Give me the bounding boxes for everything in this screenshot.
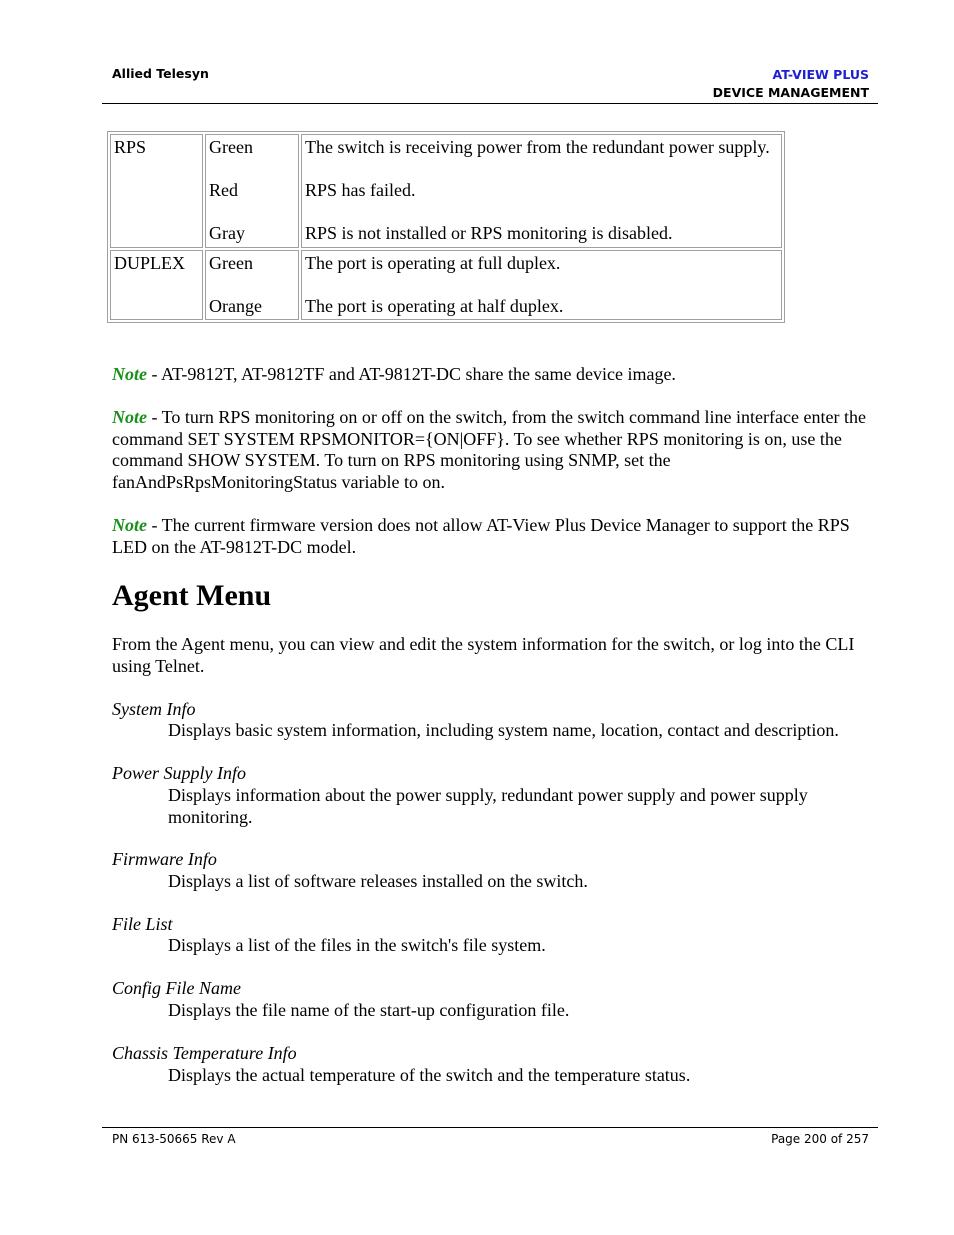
note-label: Note bbox=[112, 407, 147, 427]
menu-term: Firmware Info bbox=[112, 849, 217, 869]
menu-term: Power Supply Info bbox=[112, 763, 246, 783]
led-color: Gray bbox=[209, 223, 245, 243]
led-description: The switch is receiving power from the redundant power supply. bbox=[305, 137, 770, 157]
menu-description: Displays the actual temperature of the switch and the temperature status. bbox=[168, 1065, 691, 1085]
led-description: RPS is not installed or RPS monitoring is disabled. bbox=[305, 223, 673, 243]
header-rule bbox=[102, 103, 878, 104]
led-table bbox=[107, 131, 785, 323]
menu-description: Displays the file name of the start-up configuration file. bbox=[168, 1000, 570, 1020]
menu-term: Chassis Temperature Info bbox=[112, 1043, 297, 1063]
note-label: Note bbox=[112, 364, 147, 384]
header-title-block bbox=[713, 66, 869, 102]
menu-term: Config File Name bbox=[112, 978, 241, 998]
led-colors bbox=[205, 250, 299, 321]
note-text: - The current firmware version does not allow AT-View Plus Device Manager to support the RPS LED on the AT-9812T-DC model. bbox=[112, 515, 850, 557]
section-heading: Agent Menu bbox=[112, 579, 272, 612]
led-color: Green bbox=[209, 137, 253, 157]
led-color: Red bbox=[209, 180, 238, 200]
header-product: AT-VIEW PLUS bbox=[772, 67, 869, 82]
note-paragraph bbox=[112, 364, 872, 386]
led-description: RPS has failed. bbox=[305, 180, 416, 200]
note-label: Note bbox=[112, 515, 147, 535]
table-row bbox=[110, 250, 782, 321]
note-text: - To turn RPS monitoring on or off on the switch, from the switch command line interface enter the command SET SYSTEM RPSMONITOR={ON|OFF}. To see whether RPS monitoring is on, use the command SHOW SYSTEM. To turn on RPS monitoring using SNMP, set the fanAndPsRpsMonitoringStatus variable to on. bbox=[112, 407, 866, 492]
menu-description: Displays basic system information, including system name, location, contact and description. bbox=[168, 720, 839, 740]
menu-term: System Info bbox=[112, 699, 196, 719]
note-paragraph bbox=[112, 407, 872, 493]
note-paragraph bbox=[112, 515, 872, 558]
header-section: DEVICE MANAGEMENT bbox=[712, 85, 869, 100]
menu-description: Displays a list of software releases installed on the switch. bbox=[168, 871, 588, 891]
led-descriptions bbox=[301, 250, 782, 321]
led-color: Orange bbox=[209, 295, 262, 316]
led-description: The port is operating at half duplex. bbox=[305, 295, 564, 316]
led-name: RPS bbox=[110, 134, 203, 248]
led-name: DUPLEX bbox=[110, 250, 203, 321]
header-company: Allied Telesyn bbox=[112, 66, 209, 81]
menu-term: File List bbox=[112, 914, 173, 934]
footer-page-number: Page 200 of 257 bbox=[771, 1132, 869, 1146]
section-intro: From the Agent menu, you can view and edit the system information for the switch, or log into the CLI using Telnet. bbox=[112, 634, 855, 676]
led-descriptions bbox=[301, 134, 782, 248]
footer-part-number: PN 613-50665 Rev A bbox=[112, 1132, 236, 1146]
led-colors bbox=[205, 134, 299, 248]
note-text: - AT-9812T, AT-9812TF and AT-9812T-DC share the same device image. bbox=[147, 364, 676, 384]
menu-description: Displays a list of the files in the switch's file system. bbox=[168, 935, 546, 955]
table-row bbox=[110, 134, 782, 248]
led-color: Green bbox=[209, 252, 253, 273]
led-description: The port is operating at full duplex. bbox=[305, 252, 561, 273]
menu-description: Displays information about the power supply, redundant power supply and power supply monitoring. bbox=[168, 785, 808, 827]
footer-rule bbox=[102, 1127, 878, 1128]
